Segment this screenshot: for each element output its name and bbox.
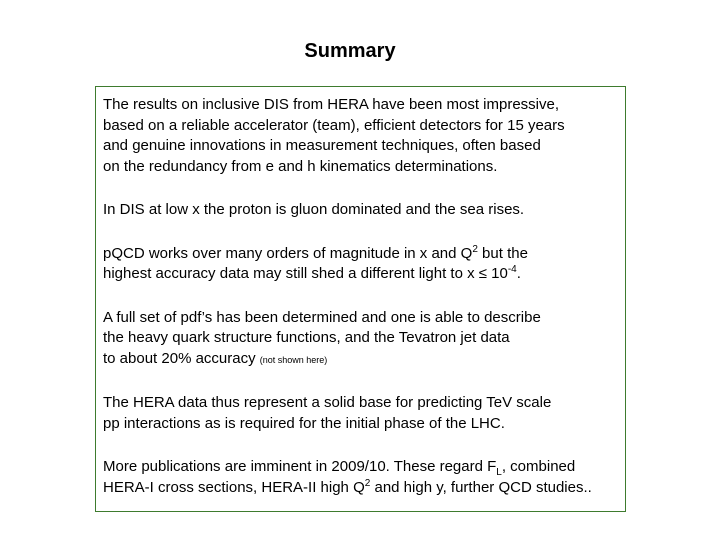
superscript: 2 [472, 243, 478, 255]
text-line: and genuine innovations in measurement techniques, often based [103, 137, 541, 154]
text-segment: HERA-I cross sections, HERA-II high Q [103, 478, 365, 496]
text-segment: , combined [501, 458, 576, 475]
text-segment: and high y, further QCD studies.. [370, 478, 592, 496]
text-line [103, 244, 619, 265]
text-line: based on a reliable accelerator (team), efficient detectors for 15 years [103, 116, 565, 134]
paragraph-hera-results [103, 95, 619, 177]
paragraph-pqcd [103, 244, 619, 285]
text-line: pp interactions as is required for the initial phase of the LHC. [103, 414, 505, 432]
superscript: 2 [364, 477, 371, 489]
note-text: (not shown here) [259, 354, 328, 365]
paragraph-low-x [103, 200, 619, 221]
text-line: The HERA data thus represent a solid base for predicting TeV scale [103, 394, 552, 411]
text-line: on the redundancy from e and h kinematics determinations. [103, 157, 498, 175]
text-line [103, 264, 619, 285]
text-line: A full set of pdf’s has been determined and one is able to describe [103, 308, 541, 326]
subscript: L [496, 467, 502, 478]
superscript: -4 [507, 264, 517, 275]
paragraph-lhc [103, 393, 619, 434]
text-segment: to about 20% accuracy [103, 349, 260, 367]
text-segment: highest accuracy data may still shed a different light to x ≤ 10 [103, 265, 508, 282]
paragraph-publications [103, 457, 619, 498]
text-segment: . [516, 265, 521, 282]
text-line: the heavy quark structure functions, and the Tevatron jet data [103, 329, 510, 346]
text-segment: but the [477, 244, 528, 262]
page-title: Summary [304, 40, 396, 62]
text-segment: More publications are imminent in 2009/10. These regard F [103, 458, 497, 475]
text-line: In DIS at low x the proton is gluon dominated and the sea rises. [103, 201, 525, 218]
summary-box [95, 86, 626, 512]
text-segment: pQCD works over many orders of magnitude in x and Q [103, 244, 473, 262]
text-line [103, 478, 619, 499]
text-line [103, 457, 619, 478]
paragraph-pdfs [103, 308, 619, 371]
text-line [103, 349, 619, 371]
text-line: The results on inclusive DIS from HERA have been most impressive, [103, 96, 560, 113]
